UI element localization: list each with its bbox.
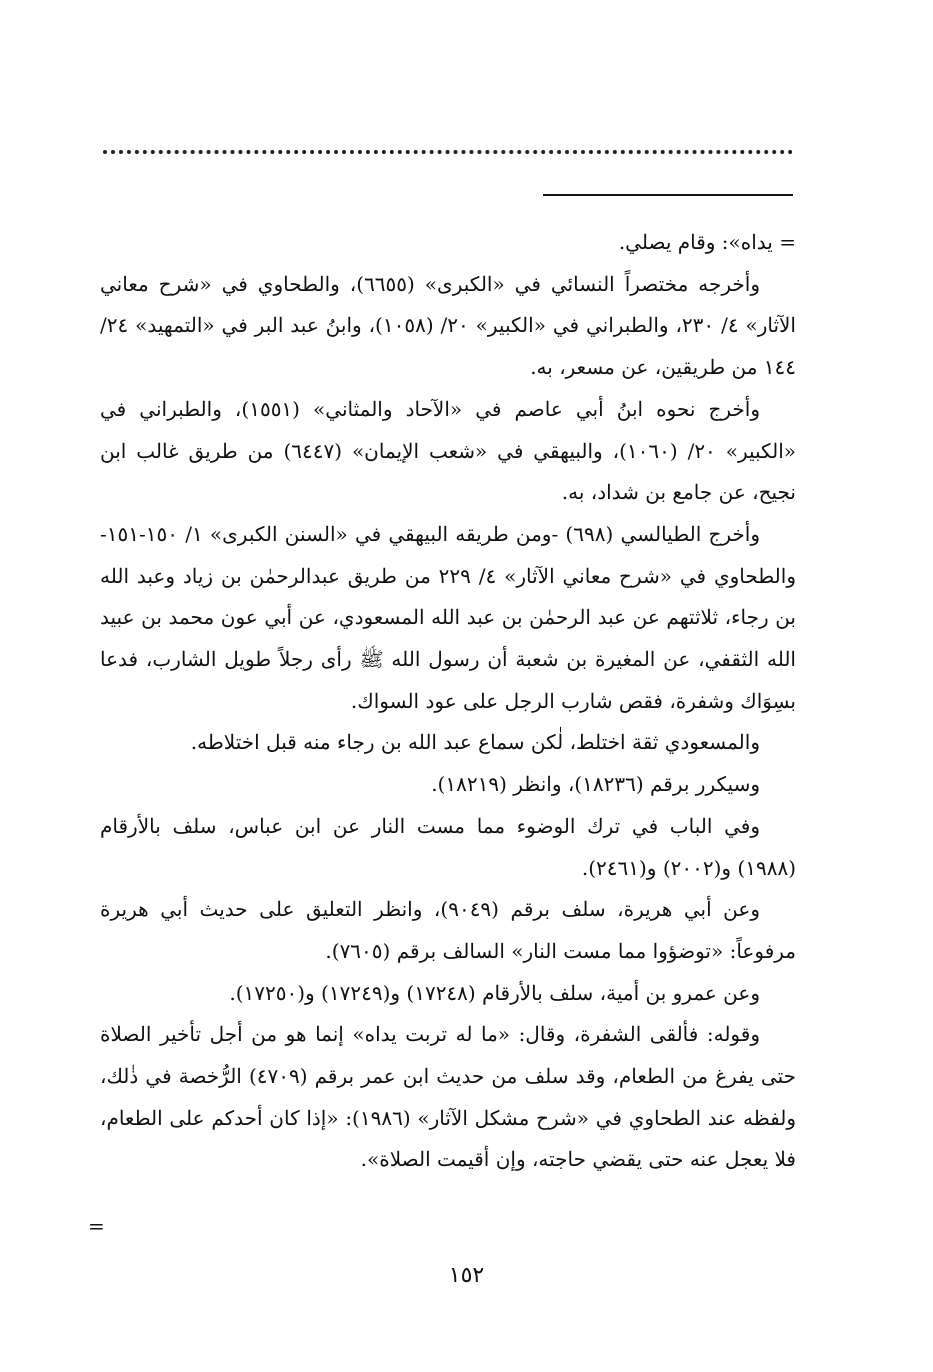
dotted-separator [103, 150, 793, 154]
footnote-paragraph: والمسعودي ثقة اختلط، لٰكن سماع عبد الله بن رجاء منه قبل اختلاطه. [190, 730, 760, 755]
footnote-paragraph: وأخرجه مختصراً النسائي في «الكبرى» (٦٦٥٥)، والطحاوي في «شرح معاني الآثار» ٤/ ٢٣٠، والطبراني في «الكبير» ٢٠/ (١٠٥٨)، وابنُ عبد البر في «التمهيد» ٢٤/ ١٤٤ من طريقين، عن مسعر، به. [100, 271, 796, 380]
footnote-paragraph: وقوله: فألقى الشفرة، وقال: «ما له تربت يداه» إنما هو من أجل تأخير الصلاة حتى يفرغ من الطعام، وقد سلف من حديث ابن عمر برقم (٤٧٠٩) الرُّخصة في ذٰلك، ولفظه عند الطحاوي في «شرح مشكل الآثار» (١٩٨٦): «إذا كان أحدكم على الطعام، فلا يعجل عنه حتى يقضي حاجته، وإن أقيمت الصلاة». [100, 1022, 797, 1172]
footnote-separator-line [543, 194, 793, 196]
footnote-paragraph: وسيكرر برقم (١٨٢٣٦)، وانظر (١٨٢١٩). [431, 772, 760, 797]
footnote-paragraph: وأخرج نحوه ابنُ أبي عاصم في «الآحاد والمثاني» (١٥٥١)، والطبراني في «الكبير» ٢٠/ (١٠٦٠)، والبيهقي في «شعب الإيمان» (٦٤٤٧) من طريق غالب ابن نجيح، عن جامع بن شداد، به. [100, 396, 796, 505]
page-number: ١٥٢ [448, 1263, 485, 1288]
footnote-paragraph: وعن عمرو بن أمية، سلف بالأرقام (١٧٢٤٨) و(١٧٢٤٩) و(١٧٢٥٠). [229, 980, 760, 1005]
footnote-paragraph-continuation: = يداه»: وقام يصلي. [618, 230, 796, 254]
footnote-paragraph: وعن أبي هريرة، سلف برقم (٩٠٤٩)، وانظر التعليق على حديث أبي هريرة مرفوعاً: «توضؤوا مما مست النار» السالف برقم (٧٦٠٥). [100, 897, 796, 963]
footnote-paragraph: وأخرج الطيالسي (٦٩٨) -ومن طريقه البيهقي في «السنن الكبرى» ١/ ١٥٠-١٥١- والطحاوي في «شرح معاني الآثار» ٤/ ٢٢٩ من طريق عبدالرحمٰن بن زياد وعبد الله بن رجاء، ثلاثتهم عن عبد الرحمٰن بن عبد الله المسعودي، عن أبي عون محمد بن عبيد الله الثقفي، عن المغيرة بن شعبة أن رسول الله ﷺ رأى رجلاً طويل الشارب، فدعا بسِوَاك وشفرة، فقص شارب الرجل على عود السواك. [100, 521, 796, 713]
continuation-mark: = [88, 1214, 105, 1238]
footnote-paragraph: وفي الباب في ترك الوضوء مما مست النار عن ابن عباس، سلف بالأرقام (١٩٨٨) و(٢٠٠٢) و(٢٤٦١). [100, 813, 796, 880]
footnote-block [100, 222, 796, 1181]
